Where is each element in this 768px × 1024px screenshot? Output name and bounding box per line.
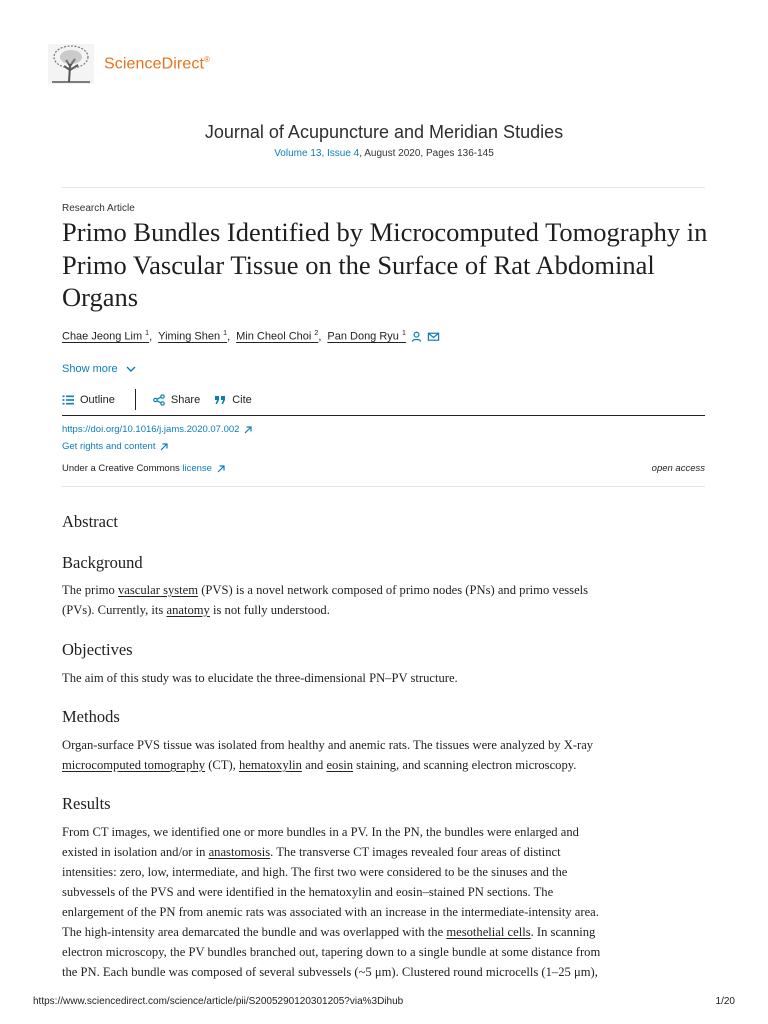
toolbar-divider <box>135 389 136 410</box>
license-line: Under a Creative Commons license <box>62 463 226 474</box>
rights-link[interactable]: Get rights and content <box>62 441 169 452</box>
print-page-number: 1/20 <box>715 996 735 1007</box>
license-link[interactable]: license <box>182 463 212 474</box>
issue-details: , August 2020, Pages 136-145 <box>359 148 494 159</box>
external-link-icon <box>243 425 253 435</box>
share-icon <box>153 394 165 406</box>
journal-title[interactable]: Journal of Acupuncture and Meridian Studies <box>204 122 564 142</box>
results-text: From CT images, we identified one or more bundles in a PV. In the PN, the bundles were enlarged and existed in isolation and/or in anastomosis. The transverse CT images revealed four areas of distinct intensities: zero, low, intermediate, and high. The first two were considered to be the sinuses and the subvessels of the PVS and were identified in the hematoxylin and eosin–stained PN sections. The enlargement of the PN from anemic rats was associated with an increase in the intermediate-intensity area. The high-intensity area demarcated the bundle and was overlapped with the mesothelial cells. In scanning electron microscopy, the PV bundles branched out, tapering down to a single bundle at some distance from the PN. Each bundle was composed of several subvessels (~5 μm). Clustered round microcells (1–25 μm), <box>62 825 601 979</box>
print-url: https://www.sciencedirect.com/science/article/pii/S2005290120301205?via%3Dihub <box>33 996 404 1007</box>
article-title: Primo Bundles Identified by Microcomputed Tomography in Primo Vascular Tissue on the Surface of Rat Abdominal Organs <box>62 217 708 312</box>
article-toolbar <box>62 394 266 406</box>
abstract-heading: Abstract <box>62 512 118 531</box>
author-link[interactable]: Chae Jeong Lim $^1$ <box>62 330 150 343</box>
methods-heading: Methods <box>62 707 120 726</box>
divider <box>62 187 705 188</box>
volume-issue-link[interactable]: Volume 13, Issue 4 <box>274 148 360 159</box>
microcomputed-tomography-link[interactable]: microcomputed tomography <box>62 758 206 772</box>
email-icon[interactable] <box>427 330 440 343</box>
background-text: The primo vascular system (PVS) is a novel network composed of primo nodes (PNs) and primo vessels (PVs). Currently, its anatomy is not fully understood. <box>62 583 589 617</box>
list-icon <box>62 394 74 406</box>
author-list: Chae Jeong Lim $^1$ , Yiming Shen $^1$ , Min Cheol Choi $^2$ , Pan Dong Ryu $^1$ <box>62 330 440 343</box>
issue-line <box>0 148 768 159</box>
elsevier-tree-icon <box>48 44 94 84</box>
objectives-text: The aim of this study was to elucidate the three-dimensional PN–PV structure. <box>62 671 458 685</box>
background-heading: Background <box>62 553 143 572</box>
objectives-heading: Objectives <box>62 640 133 659</box>
outline-button[interactable]: Outline <box>62 394 115 406</box>
author-link[interactable]: Min Cheol Choi $^2$ <box>236 330 319 343</box>
chevron-down-icon <box>124 364 138 374</box>
article-type: Research Article <box>62 203 135 214</box>
external-link-icon <box>216 464 226 474</box>
quote-icon <box>214 394 226 406</box>
mesothelial-cells-link[interactable]: mesothelial cells <box>446 925 531 939</box>
divider <box>62 486 705 487</box>
sciencedirect-logo[interactable] <box>48 44 210 84</box>
anastomosis-link[interactable]: anastomosis <box>208 845 271 859</box>
show-more-button[interactable]: Show more <box>62 363 138 375</box>
methods-text: Organ-surface PVS tissue was isolated from healthy and anemic rats. The tissues were analyzed by X-ray microcomputed tomography (CT), hematoxylin and eosin staining, and scanning electron microscopy. <box>62 738 594 772</box>
vascular-system-link[interactable]: vascular system <box>117 583 199 597</box>
author-link[interactable]: Pan Dong Ryu $^1$ <box>327 330 406 343</box>
open-access-label: open access <box>651 463 705 474</box>
external-link-icon <box>159 442 169 452</box>
author-link[interactable]: Yiming Shen $^1$ <box>158 330 228 343</box>
hematoxylin-link[interactable]: hematoxylin <box>238 758 302 772</box>
toolbar-underline <box>62 415 705 416</box>
anatomy-link[interactable]: anatomy <box>166 603 210 617</box>
doi-link[interactable]: https://doi.org/10.1016/j.jams.2020.07.002 <box>62 424 253 435</box>
cite-button[interactable]: Cite <box>214 394 252 406</box>
share-button[interactable]: Share <box>153 394 200 406</box>
brand-name: ScienceDirect® <box>104 54 211 73</box>
results-heading: Results <box>62 794 111 813</box>
person-icon[interactable] <box>410 330 423 343</box>
eosin-link[interactable]: eosin <box>326 758 354 772</box>
